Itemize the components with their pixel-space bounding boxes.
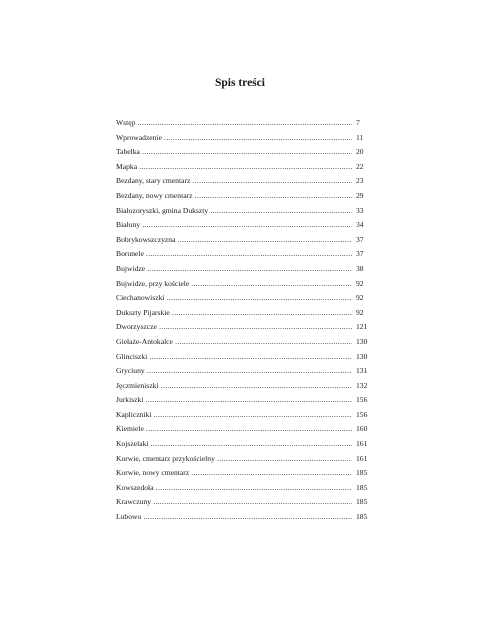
toc-row xyxy=(116,437,372,452)
toc-entry-page: 130 xyxy=(356,336,368,346)
toc-entry-page: 92 xyxy=(356,293,364,303)
toc-row xyxy=(116,277,372,292)
toc-entry-page: 92 xyxy=(356,278,364,288)
toc-entry-page: 38 xyxy=(356,263,364,273)
table-of-contents xyxy=(116,116,372,525)
toc-entry-page: 7 xyxy=(356,118,360,127)
toc-row xyxy=(116,379,372,394)
toc-entry-label: Gryciuny ..... xyxy=(116,364,352,379)
toc-entry-page: 161 xyxy=(356,439,368,449)
toc-entry-label: Kowszedoła ..... xyxy=(116,481,352,496)
toc-entry-page: 22 xyxy=(356,161,364,171)
toc-entry-page: 20 xyxy=(356,147,364,157)
toc-row xyxy=(116,262,372,277)
toc-entry-page: 23 xyxy=(356,176,364,186)
toc-row xyxy=(116,131,372,146)
toc-entry-label: Borunele ..... xyxy=(116,247,352,262)
toc-row xyxy=(116,495,372,510)
toc-entry-label: Ciechanowiszki ..... xyxy=(116,291,352,306)
toc-row xyxy=(116,174,372,189)
toc-row xyxy=(116,466,372,481)
toc-row xyxy=(116,408,372,423)
toc-entry-page: 37 xyxy=(356,249,364,259)
toc-entry-label: Tabelka ..... xyxy=(116,145,352,160)
toc-row xyxy=(116,306,372,321)
toc-entry-label: Dukszty Pijarskie ..... xyxy=(116,306,352,321)
toc-entry-label: Kojszelaki ..... xyxy=(116,437,352,452)
toc-entry-page: 130 xyxy=(356,351,368,361)
toc-entry-label: Kiemiele ..... xyxy=(116,422,352,437)
toc-row xyxy=(116,350,372,365)
toc-row xyxy=(116,393,372,408)
toc-entry-page: 131 xyxy=(356,366,368,376)
toc-entry-page: 132 xyxy=(356,380,368,390)
toc-entry-label: Dworzyszcze ..... xyxy=(116,320,352,335)
toc-row xyxy=(116,189,372,204)
toc-row xyxy=(116,233,372,248)
toc-entry-page: 156 xyxy=(356,409,368,419)
toc-entry-page: 185 xyxy=(356,482,368,492)
toc-row xyxy=(116,320,372,335)
toc-entry-label: Krawczuny ..... xyxy=(116,495,352,510)
toc-entry-label: Korwie, nowy cmentarz ..... xyxy=(116,466,352,481)
toc-entry-label: Wprowadzenie ..... xyxy=(116,131,352,146)
toc-entry-page: 185 xyxy=(356,497,368,507)
toc-entry-label: Lubowo ..... xyxy=(116,510,352,525)
toc-entry-page: 161 xyxy=(356,453,368,463)
toc-row xyxy=(116,204,372,219)
toc-row xyxy=(116,481,372,496)
toc-entry-label: Białozoryszki, gmina Dukszty ..... xyxy=(116,204,352,219)
toc-row xyxy=(116,335,372,350)
toc-row xyxy=(116,247,372,262)
toc-row xyxy=(116,364,372,379)
toc-row xyxy=(116,218,372,233)
toc-entry-label: Kapliczniki ..... xyxy=(116,408,352,423)
toc-entry-label: Bujwidze, przy kościele ..... xyxy=(116,277,352,292)
toc-entry-label: Bezdany, nowy cmentarz ..... xyxy=(116,189,352,204)
toc-row xyxy=(116,452,372,467)
toc-entry-label: Bujwidze ..... xyxy=(116,262,352,277)
toc-row xyxy=(116,145,372,160)
toc-entry-page: 37 xyxy=(356,234,364,244)
toc-entry-label: Mapka ..... xyxy=(116,160,352,175)
toc-entry-label: Bobrykowszczyzna ..... xyxy=(116,233,352,248)
toc-entry-label: Jęczmieniszki ..... xyxy=(116,379,352,394)
toc-entry-label: Giełaże-Antokalce ..... xyxy=(116,335,352,350)
toc-entry-label: Bezdany, stary cmentarz ..... xyxy=(116,174,352,189)
toc-entry-page: 185 xyxy=(356,512,368,522)
toc-row xyxy=(116,422,372,437)
toc-entry-page: 160 xyxy=(356,424,368,434)
toc-entry-page: 121 xyxy=(356,322,368,332)
toc-entry-label: Jurkiszki ..... xyxy=(116,393,352,408)
toc-row xyxy=(116,160,372,175)
toc-entry-page: 156 xyxy=(356,395,368,405)
toc-entry-page: 29 xyxy=(356,190,364,200)
toc-entry-label: Wstęp ..... xyxy=(116,116,352,131)
toc-entry-label: Białuny ..... xyxy=(116,218,352,233)
toc-entry-page: 92 xyxy=(356,307,364,317)
page-title: Spis treści xyxy=(215,77,265,89)
toc-entry-page: 33 xyxy=(356,205,364,215)
toc-entry-label: Glinciszki ..... xyxy=(116,350,352,365)
toc-row xyxy=(116,291,372,306)
toc-row xyxy=(116,510,372,525)
toc-entry-page: 185 xyxy=(356,468,368,478)
toc-entry-label: Korwie, cmentarz przykościelny ..... xyxy=(116,452,352,467)
toc-entry-page: 11 xyxy=(356,132,364,142)
toc-entry-page: 34 xyxy=(356,220,364,230)
toc-row xyxy=(116,116,372,131)
